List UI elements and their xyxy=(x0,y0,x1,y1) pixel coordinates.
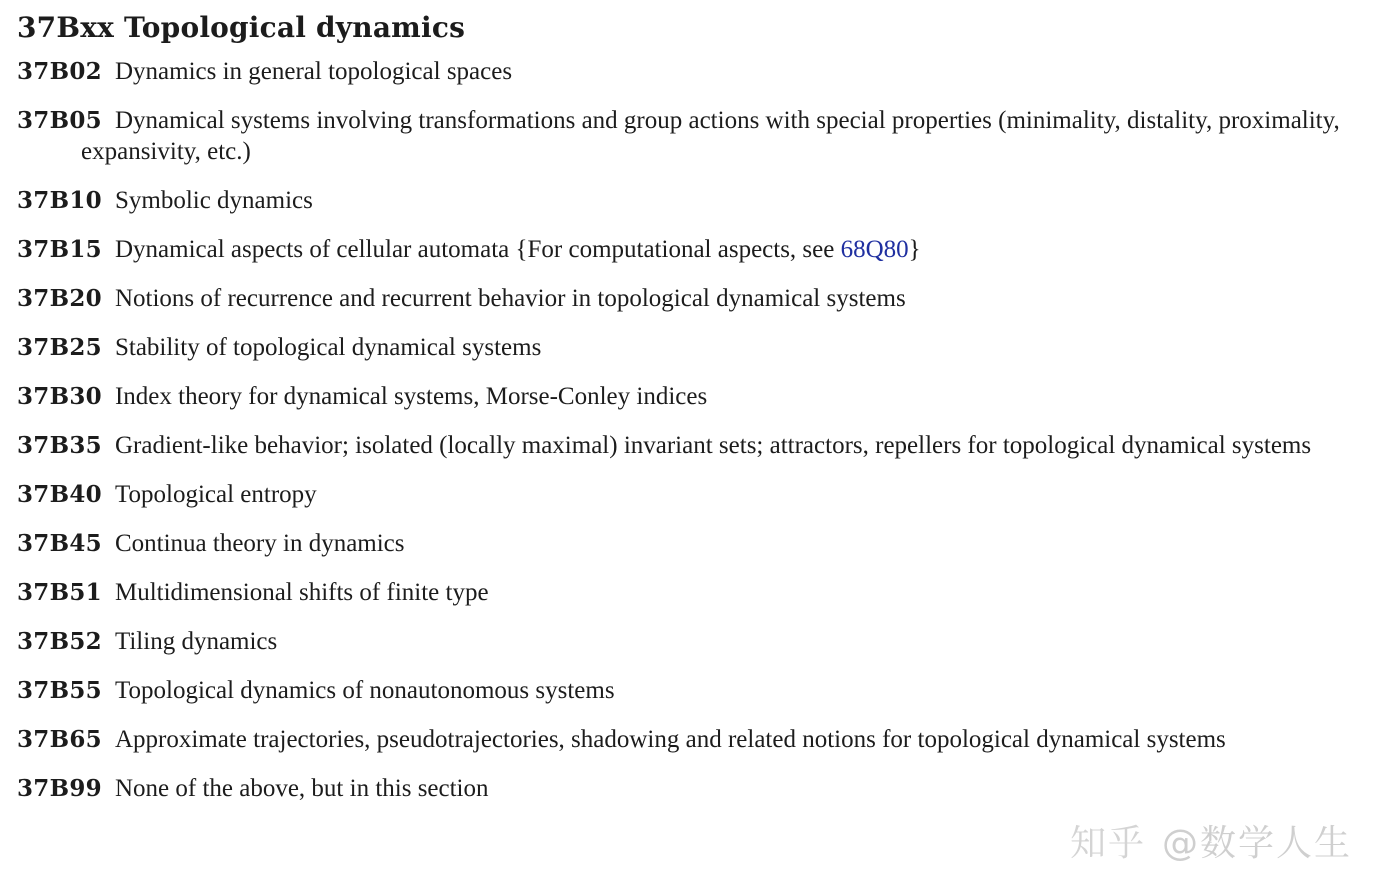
entry-text: Continua theory in dynamics xyxy=(114,530,405,557)
watermark-author: @数学人生 xyxy=(1161,823,1352,864)
entry-code: 37B45 xyxy=(17,530,102,557)
entry-37b51 xyxy=(17,577,1357,608)
entry-text-end: } xyxy=(908,236,921,263)
section-title: 37Bxx Topological dynamics xyxy=(17,11,466,44)
entry-37b40 xyxy=(17,479,1357,510)
entry-37b20 xyxy=(17,283,1357,314)
entry-code: 37B40 xyxy=(17,481,102,508)
zhihu-watermark xyxy=(1070,815,1352,866)
entry-text: None of the above, but in this section xyxy=(114,775,489,802)
entry-37b30 xyxy=(17,381,1357,412)
entry-code: 37B05 xyxy=(17,107,102,134)
entry-text: Dynamical aspects of cellular automata {For computational aspects, see xyxy=(114,236,841,263)
entry-text: Stability of topological dynamical systems xyxy=(114,334,542,361)
zhihu-logo: 知乎 xyxy=(1069,823,1146,864)
entry-code: 37B10 xyxy=(17,187,102,214)
cross-reference-link[interactable]: 68Q80 xyxy=(840,236,909,263)
entry-code: 37B65 xyxy=(17,726,102,753)
entry-code: 37B02 xyxy=(17,58,102,85)
entry-text: Topological dynamics of nonautonomous systems xyxy=(114,677,615,704)
entry-text: Approximate trajectories, pseudotrajectories, shadowing and related notions for topological dynamical systems xyxy=(114,726,1226,753)
entry-text: Symbolic dynamics xyxy=(114,187,313,214)
entry-text: Dynamics in general topological spaces xyxy=(114,58,513,85)
entry-37b25 xyxy=(17,332,1357,363)
entry-37b52 xyxy=(17,626,1357,657)
entry-code: 37B25 xyxy=(17,334,102,361)
entry-text: Notions of recurrence and recurrent behavior in topological dynamical systems xyxy=(114,285,906,312)
entry-code: 37B52 xyxy=(17,628,102,655)
entry-text: Index theory for dynamical systems, Morse-Conley indices xyxy=(114,383,708,410)
entry-37b55 xyxy=(17,675,1357,706)
entry-37b99 xyxy=(17,773,1357,804)
entry-37b10 xyxy=(17,185,1357,216)
entry-37b02 xyxy=(17,56,1357,87)
entry-37b15 xyxy=(17,234,1357,265)
entry-37b65 xyxy=(17,724,1357,755)
entry-37b35 xyxy=(17,430,1357,461)
entry-text: Dynamical systems involving transformations and group actions with special properties (minimality, distality, proximality, expansivity, etc.) xyxy=(81,107,1340,165)
entry-code: 37B99 xyxy=(17,775,102,802)
entry-code: 37B30 xyxy=(17,383,102,410)
entry-text: Topological entropy xyxy=(114,481,317,508)
entry-37b45 xyxy=(17,528,1357,559)
entry-text: Multidimensional shifts of finite type xyxy=(114,579,489,606)
entry-code: 37B35 xyxy=(17,432,102,459)
entry-code: 37B51 xyxy=(17,579,102,606)
entry-text: Tiling dynamics xyxy=(114,628,278,655)
entry-code: 37B20 xyxy=(17,285,102,312)
entry-text: Gradient-like behavior; isolated (locally maximal) invariant sets; attractors, repellers for topological dynamical systems xyxy=(114,432,1312,459)
msc-section-page xyxy=(17,8,1357,821)
entry-37b05 xyxy=(17,105,1357,167)
entry-code: 37B55 xyxy=(17,677,102,704)
entry-code: 37B15 xyxy=(17,236,102,263)
